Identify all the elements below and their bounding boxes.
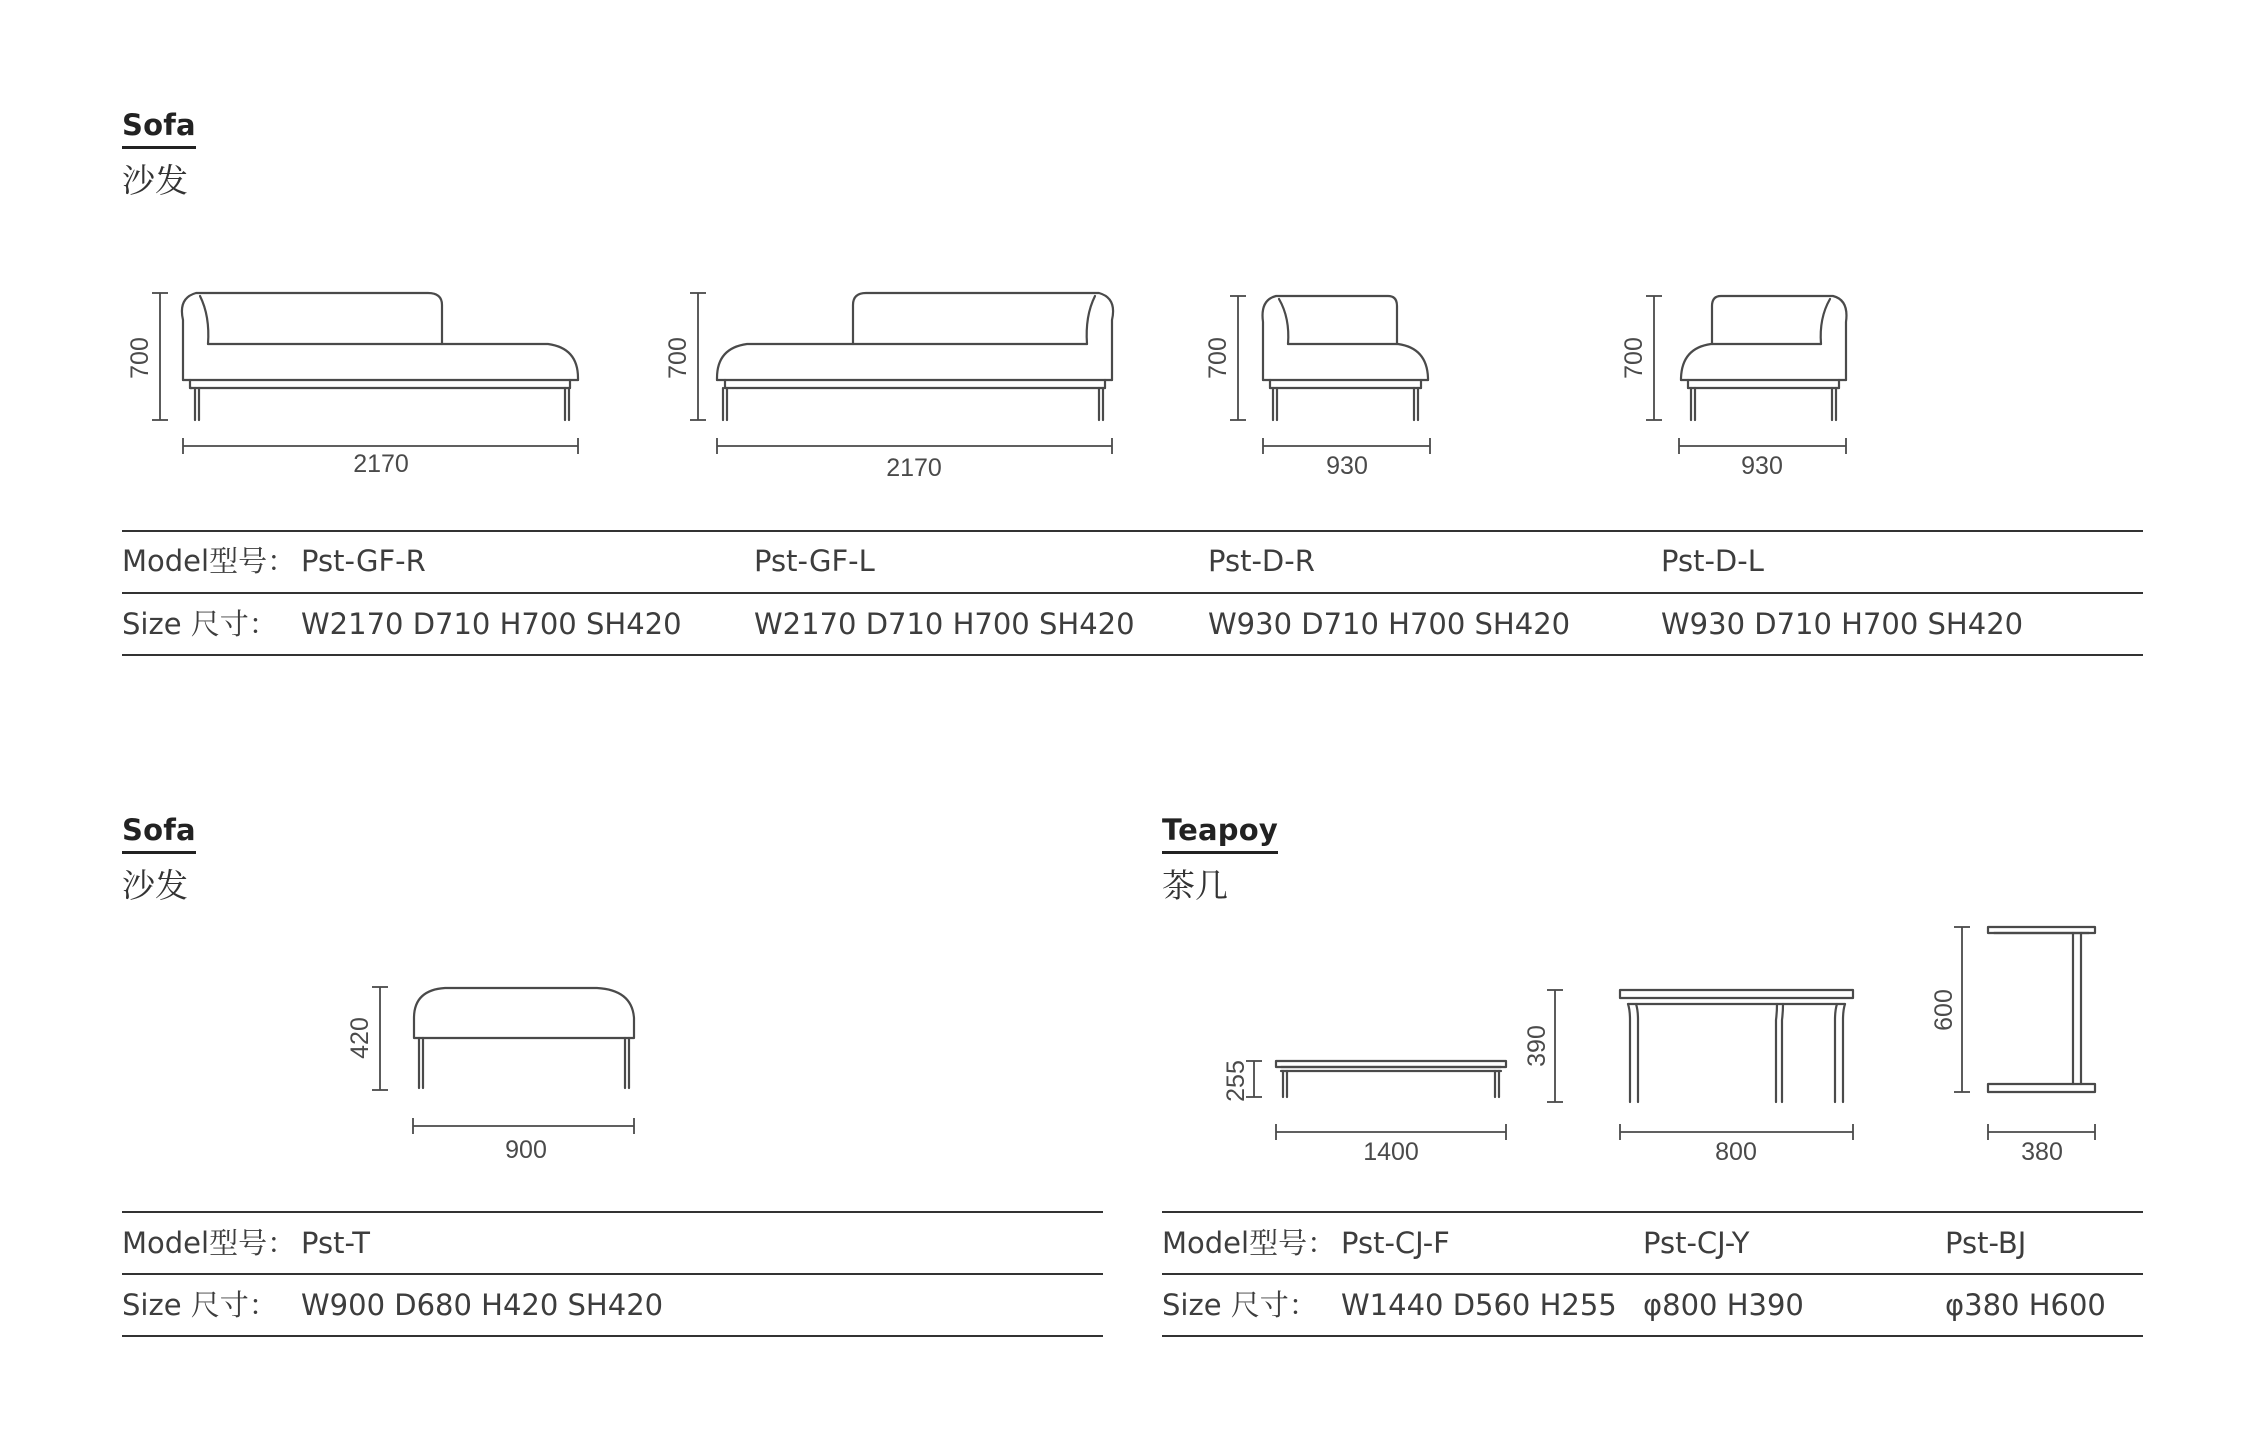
size-label: Size 尺寸： <box>122 607 278 641</box>
model-value: Pst-T <box>301 1226 370 1260</box>
size-value: W2170 D710 H700 SH420 <box>301 607 682 641</box>
drawing-4-height-label: 700 <box>1620 337 1648 379</box>
model-value: Pst-D-R <box>1208 544 1315 578</box>
drawing-8-height-label: 600 <box>1930 989 1958 1031</box>
table-rule <box>122 1335 1103 1337</box>
drawing-2-height-label: 700 <box>664 337 692 379</box>
drawing-1-width-label: 2170 <box>353 450 409 478</box>
size-value: W2170 D710 H700 SH420 <box>754 607 1135 641</box>
model-value: Pst-GF-R <box>301 544 426 578</box>
model-label: Model型号： <box>122 1226 297 1260</box>
drawing-pst-d-l <box>1620 296 1846 480</box>
model-value: Pst-GF-L <box>754 544 875 578</box>
drawing-pst-d-r <box>1204 296 1430 480</box>
size-label: Size 尺寸： <box>1162 1288 1318 1322</box>
table-rule <box>122 530 2143 532</box>
drawing-pst-gf-l <box>664 293 1113 482</box>
size-value: φ800 H390 <box>1643 1288 1804 1322</box>
table-rule <box>1162 1211 2143 1213</box>
drawing-4-width-label: 930 <box>1741 452 1783 480</box>
section-title-teapoy: Teapoy <box>1162 815 1278 854</box>
section-subtitle-sofa: 沙发 <box>122 161 188 200</box>
drawing-3-height-label: 700 <box>1204 337 1232 379</box>
drawing-pst-cj-f <box>1222 1060 1506 1166</box>
model-value: Pst-D-L <box>1661 544 1764 578</box>
drawing-pst-t <box>346 987 634 1164</box>
size-value: W930 D710 H700 SH420 <box>1661 607 2024 641</box>
size-value: φ380 H600 <box>1945 1288 2106 1322</box>
table-rule <box>1162 1273 2143 1275</box>
section-title-sofa-ottoman: Sofa <box>122 815 196 854</box>
drawing-6-height-label: 255 <box>1222 1060 1250 1102</box>
table-rule <box>122 1273 1103 1275</box>
drawing-5-height-label: 420 <box>346 1017 374 1059</box>
table-rule <box>122 654 2143 656</box>
size-label: Size 尺寸： <box>122 1288 278 1322</box>
size-value: W900 D680 H420 SH420 <box>301 1288 664 1322</box>
drawing-pst-cj-y <box>1523 990 1853 1166</box>
drawing-8-width-label: 380 <box>2021 1138 2063 1166</box>
model-value: Pst-BJ <box>1945 1226 2027 1260</box>
table-rule <box>122 1211 1103 1213</box>
drawing-3-width-label: 930 <box>1326 452 1368 480</box>
model-label: Model型号： <box>1162 1226 1337 1260</box>
drawing-7-width-label: 800 <box>1715 1138 1757 1166</box>
drawing-pst-gf-r <box>126 293 578 478</box>
table-rule <box>122 592 2143 594</box>
drawing-1-height-label: 700 <box>126 337 154 379</box>
drawing-7-height-label: 390 <box>1523 1025 1551 1067</box>
drawing-pst-bj <box>1930 927 2095 1166</box>
model-label: Model型号： <box>122 544 297 578</box>
model-value: Pst-CJ-F <box>1341 1226 1450 1260</box>
section-title-sofa: Sofa <box>122 110 196 149</box>
size-value: W1440 D560 H255 <box>1341 1288 1617 1322</box>
drawing-5-width-label: 900 <box>505 1136 547 1164</box>
section-subtitle-sofa-ottoman: 沙发 <box>122 866 188 905</box>
section-subtitle-teapoy: 茶几 <box>1162 866 1228 905</box>
table-rule <box>1162 1335 2143 1337</box>
size-value: W930 D710 H700 SH420 <box>1208 607 1571 641</box>
drawing-2-width-label: 2170 <box>886 454 942 482</box>
drawing-6-width-label: 1400 <box>1363 1138 1419 1166</box>
model-value: Pst-CJ-Y <box>1643 1226 1750 1260</box>
